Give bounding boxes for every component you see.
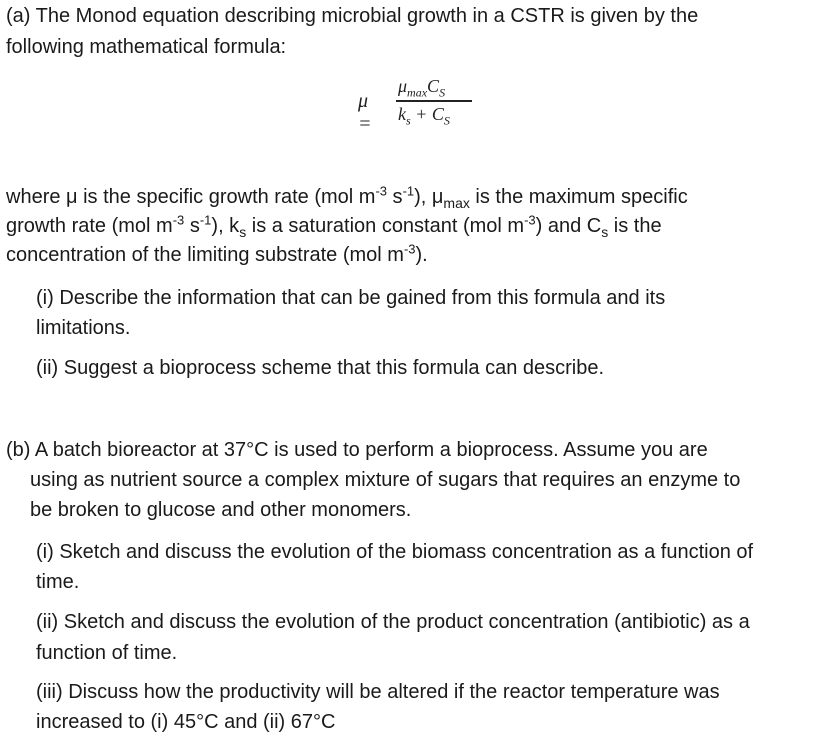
formula-numerator: $\mu_{max}C_S$ [398,76,446,100]
part-b-question-iii-line-1: (iii) Discuss how the productivity will be altered if the reactor temperature was [36,681,720,703]
formula-denominator: $k_s + C_S$ [398,104,450,128]
where-line-1: where μ is the specific growth rate (mol $m^{-3}$ $s^{-1}$), $\mu_{max}$ is the maximum specific [6,183,688,211]
part-a-question-i-line-2: limitations. [36,317,131,339]
part-b-question-i-line-2: time. [36,571,80,593]
part-a-intro-line-1: (a) The Monod equation describing microbial growth in a CSTR is given by the [6,5,699,27]
part-b-question-iii-line-2: increased to (i) 45°C and (ii) 67°C [36,711,336,733]
formula-lhs: μ = [358,90,372,135]
part-a-intro-line-2: following mathematical formula: [6,36,287,58]
part-b-question-ii-line-2: function of time. [36,642,178,664]
part-b-question-i-line-1: (i) Sketch and discuss the evolution of the biomass concentration as a function of [36,541,754,563]
where-line-2: growth rate (mol $m^{-3}$ $s^{-1}$), $k_s$ is a saturation constant (mol $m^{-3}$) and $C_s$ is the [6,212,662,240]
where-line-3: concentration of the limiting substrate (mol $m^{-3}$). [6,241,428,266]
part-b-intro-line-1: (b) A batch bioreactor at 37°C is used to perform a bioprocess. Assume you are [6,439,708,461]
part-a-question-ii: (ii) Suggest a bioprocess scheme that this formula can describe. [36,357,605,379]
fraction-bar [396,100,472,102]
part-a-question-i-line-1: (i) Describe the information that can be gained from this formula and its [36,287,666,309]
part-b-question-ii-line-1: (ii) Sketch and discuss the evolution of the product concentration (antibiotic) as a [36,611,750,633]
part-b-intro-line-2: using as nutrient source a complex mixture of sugars that requires an enzyme to [30,469,741,491]
part-b-intro-line-3: be broken to glucose and other monomers. [30,499,412,521]
